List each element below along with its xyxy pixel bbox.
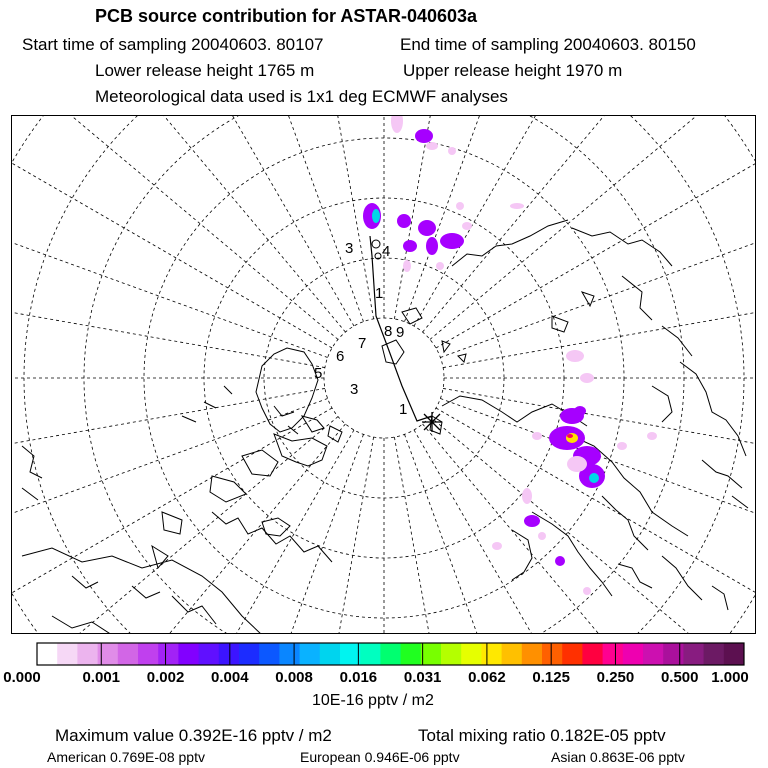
- plume-cell: [426, 142, 438, 150]
- colorbar-cell: [441, 643, 462, 665]
- meridian-line: [228, 116, 374, 319]
- plume-cell: [538, 532, 546, 540]
- meridian-line: [440, 116, 756, 357]
- plume-cell: [566, 433, 578, 443]
- trajectory-label: 1: [375, 285, 384, 302]
- plume-cell: [567, 456, 587, 472]
- colorbar-cell: [582, 643, 603, 665]
- plume-cell: [456, 202, 464, 210]
- colorbar-cell: [320, 643, 341, 665]
- plume-cell: [418, 220, 436, 236]
- polar-map: [11, 115, 756, 634]
- colorbar-tick-label: 0.004: [211, 669, 249, 686]
- plume-cell: [583, 587, 591, 595]
- meridian-line: [12, 408, 332, 634]
- plume-cell: [647, 432, 657, 440]
- trajectory-label: 9: [396, 324, 405, 341]
- colorbar-tick-label: 0.000: [3, 669, 41, 686]
- coastlines: [22, 220, 748, 634]
- trajectory-markers: [314, 236, 442, 432]
- colorbar-cell: [562, 643, 583, 665]
- latitude-circle: [12, 116, 756, 634]
- plume-cell: [524, 515, 540, 527]
- meridian-line: [443, 388, 756, 534]
- plot-title: PCB source contribution for ASTAR-040603a: [95, 6, 478, 26]
- latitude-circle: [12, 116, 756, 634]
- colorbar-cell: [643, 643, 664, 665]
- colorbar-frame: [37, 643, 744, 665]
- trajectory-label: 7: [358, 335, 367, 352]
- european-contribution-text: European 0.946E-06 pptv: [300, 749, 460, 765]
- plume-cell: [436, 262, 444, 270]
- american-contribution-text: American 0.769E-08 pptv: [47, 749, 205, 765]
- plume-cell: [574, 406, 586, 416]
- meridian-line: [414, 116, 756, 326]
- maximum-value-text: Maximum value 0.392E-16 pptv / m2: [55, 726, 332, 745]
- trajectory-label: 3: [350, 381, 359, 398]
- trajectory-label: 8: [384, 323, 393, 340]
- lower-height-text: Lower release height 1765 m: [95, 61, 315, 80]
- colorbar-cell: [57, 643, 78, 665]
- meridian-line: [394, 437, 540, 634]
- met-data-text: Meteorological data used is 1x1 deg ECMWF analyses: [95, 87, 508, 106]
- colorbar-cell: [360, 643, 381, 665]
- meridian-line: [405, 434, 692, 634]
- colorbar-cell: [37, 643, 58, 665]
- plume-cell: [510, 203, 524, 209]
- colorbar-cell: [199, 643, 220, 665]
- colorbar-cell: [380, 643, 401, 665]
- colorbar-cell: [259, 643, 280, 665]
- colorbar-cell: [98, 643, 119, 665]
- asian-contribution-text: Asian 0.863E-06 pptv: [551, 749, 685, 765]
- meridian-line: [76, 434, 363, 634]
- colorbar-cell: [158, 643, 179, 665]
- colorbar-tick-label: 0.016: [339, 669, 378, 686]
- trajectory-label: 5: [314, 365, 323, 382]
- plume-cell: [462, 222, 472, 230]
- plume-cell: [426, 237, 438, 255]
- total-mixing-ratio-text: Total mixing ratio 0.182E-05 pptv: [418, 726, 666, 745]
- colorbar-unit: 10E-16 pptv / m2: [312, 692, 434, 709]
- plume-cell: [492, 542, 502, 550]
- receptor-site-marker: [422, 412, 442, 432]
- colorbar-tick-label: 0.031: [403, 669, 442, 686]
- colorbar-tick-label: 0.008: [275, 669, 313, 686]
- colorbar-cell: [219, 643, 240, 665]
- colorbar-cell: [279, 643, 300, 665]
- colorbar-cell: [623, 643, 644, 665]
- meridian-line: [394, 116, 540, 319]
- plume-cell: [580, 373, 594, 383]
- latitude-circle: [84, 116, 684, 634]
- end-time-text: End time of sampling 20040603. 80150: [400, 35, 696, 54]
- colorbar-tick-label: 0.062: [468, 669, 506, 686]
- trajectory-label: 6: [336, 348, 345, 365]
- meridian-line: [423, 116, 756, 332]
- colorbar-cell: [502, 643, 523, 665]
- colorbar-tick-label: 1.000: [711, 669, 749, 686]
- colorbar-tick-label: 0.002: [146, 669, 185, 686]
- meridian-line: [430, 116, 756, 339]
- colorbar-cell: [461, 643, 482, 665]
- plume-cell: [403, 240, 417, 252]
- meridian-line: [436, 408, 756, 634]
- plume-cell: [440, 233, 464, 249]
- trajectory-label: 1: [399, 401, 408, 418]
- upper-height-text: Upper release height 1970 m: [403, 61, 623, 80]
- colorbar-tick-label: 0.001: [82, 669, 121, 686]
- plume-cell: [567, 434, 573, 438]
- colorbar-cell: [178, 643, 199, 665]
- colorbar-tick-label: 0.125: [532, 669, 570, 686]
- start-time-text: Start time of sampling 20040603. 80107: [22, 35, 324, 54]
- colorbar-cell: [118, 643, 139, 665]
- plume-cell: [555, 556, 565, 566]
- trajectory-label: 4: [382, 243, 391, 260]
- latitude-circle: [12, 116, 756, 634]
- plume-cell: [522, 488, 532, 504]
- meridian-line: [12, 399, 328, 634]
- plume-cell: [403, 260, 411, 272]
- colorbar-cell: [724, 643, 745, 665]
- meridian-line: [443, 222, 756, 368]
- meridian-line: [12, 116, 338, 339]
- meridian-line: [76, 116, 363, 322]
- plume-cell: [397, 214, 411, 228]
- colorbar-cell: [77, 643, 98, 665]
- meridian-line: [228, 437, 374, 634]
- plume-cell: [372, 209, 380, 223]
- latitude-circle: [24, 116, 744, 634]
- colorbar-cell: [300, 643, 321, 665]
- map-graticule: [12, 116, 756, 634]
- meridian-line: [440, 399, 756, 634]
- colorbar-cell: [603, 643, 624, 665]
- meridian-line: [12, 222, 325, 368]
- colorbar-cell: [683, 643, 704, 665]
- colorbar-cell: [138, 643, 159, 665]
- plume-cell: [391, 116, 403, 133]
- plume-cell: [566, 350, 584, 362]
- meridian-line: [12, 430, 354, 634]
- trajectory-label: 3: [345, 240, 354, 257]
- plume-cell: [589, 473, 599, 483]
- colorbar-cell: [340, 643, 361, 665]
- colorbar-tick-label: 0.500: [660, 669, 699, 686]
- plume-cell: [532, 432, 542, 440]
- plume-cell: [415, 129, 433, 143]
- meridian-line: [436, 116, 756, 348]
- meridian-line: [12, 116, 354, 326]
- colorbar-cell: [239, 643, 260, 665]
- colorbar-tick-label: 0.250: [596, 669, 635, 686]
- colorbar-cell: [704, 643, 725, 665]
- trajectory-node: [372, 240, 380, 248]
- colorbar-cell: [401, 643, 422, 665]
- plume-cell: [448, 147, 456, 155]
- colorbar-cell: [522, 643, 543, 665]
- meridian-line: [12, 116, 332, 348]
- meridian-line: [12, 116, 328, 357]
- colorbar-cell: [481, 643, 502, 665]
- plume-cell: [617, 442, 627, 450]
- colorbar-cell: [542, 643, 563, 665]
- colorbar-cell: [663, 643, 684, 665]
- colorbar-cell: [421, 643, 442, 665]
- meridian-line: [12, 116, 345, 332]
